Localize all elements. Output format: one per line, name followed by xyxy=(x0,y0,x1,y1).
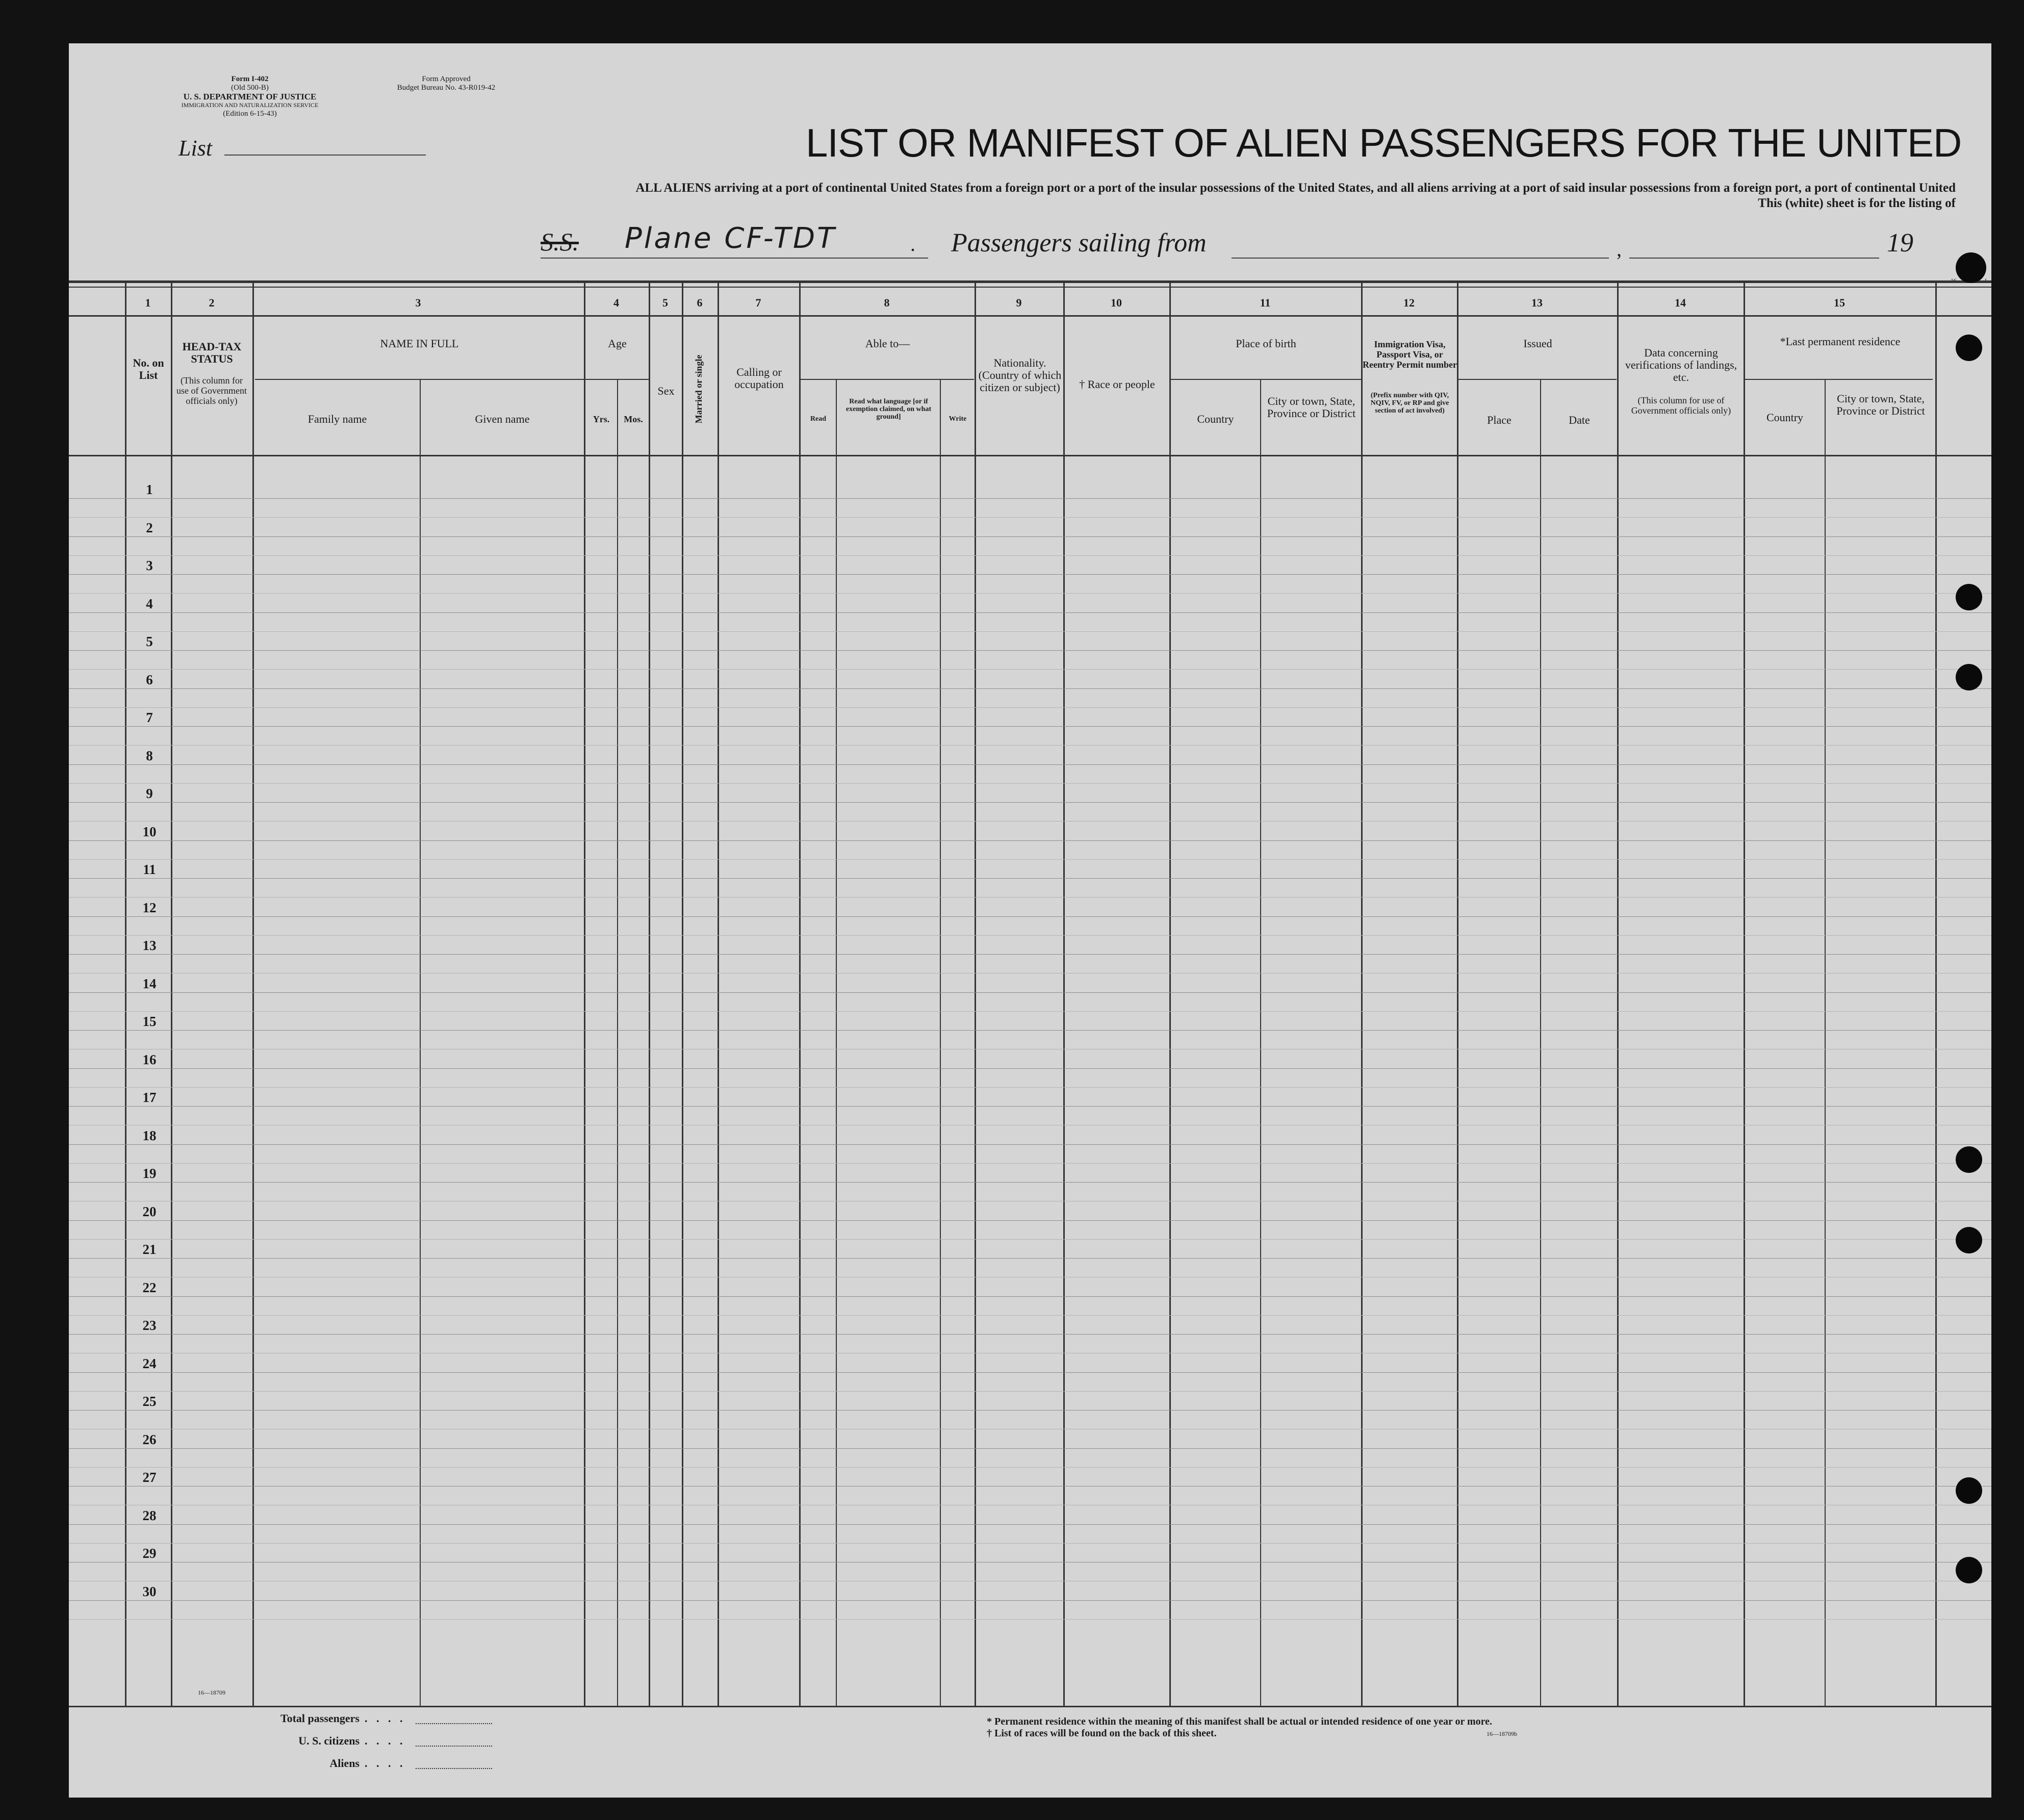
header-age-years: Yrs. xyxy=(593,414,610,424)
row-number: 22 xyxy=(142,1279,157,1295)
form-header xyxy=(135,75,365,118)
row-number: 11 xyxy=(143,862,156,877)
row-subline xyxy=(69,631,1991,632)
header-age: Age xyxy=(608,337,627,350)
header-nationality: Nationality. (Country of which citizen or subject) xyxy=(978,356,1062,394)
row-subline xyxy=(69,1543,1991,1544)
list-label: List xyxy=(178,136,213,161)
row-number: 26 xyxy=(142,1431,157,1447)
header-visa: Immigration Visa, Passport Visa, or Reentry Permit number xyxy=(1363,339,1457,370)
row-number: 24 xyxy=(142,1355,157,1371)
header-visa-note: (Prefix number with QIV, NQIV, FV, or RP and give section of act involved) xyxy=(1370,392,1449,415)
table-row[interactable] xyxy=(69,1106,1991,1107)
table-row[interactable] xyxy=(69,612,1991,613)
row-number: 2 xyxy=(146,520,153,535)
col-number-1: 1 xyxy=(145,296,151,309)
print-code-left: 16—18709 xyxy=(198,1689,225,1696)
header-given-name: Given name xyxy=(475,413,530,425)
row-subline xyxy=(69,897,1991,898)
total-passengers-field[interactable] xyxy=(416,1723,492,1724)
header-head-tax: HEAD-TAX STATUS xyxy=(182,340,242,365)
row-subline xyxy=(69,821,1991,822)
table-row[interactable] xyxy=(69,878,1991,879)
col-number-8: 8 xyxy=(884,296,890,309)
header-verifications: Data concerning verifications of landings, etc. xyxy=(1625,346,1737,383)
row-subline xyxy=(69,859,1991,860)
header-residence-country: Country xyxy=(1766,411,1804,424)
form-approved: Form Approved xyxy=(422,75,471,83)
row-subline xyxy=(69,1163,1991,1164)
header-last-residence: *Last permanent residence xyxy=(1780,335,1901,348)
print-code-footer: 16—18709b xyxy=(1487,1730,1517,1737)
passengers-sailing-label: Passengers sailing from xyxy=(951,228,1207,258)
field-comma: , xyxy=(1617,238,1622,261)
total-passengers-label: Total passengers xyxy=(280,1712,360,1725)
col-number-5: 5 xyxy=(662,296,668,309)
footnote-residence: * Permanent residence within the meaning of this manifest shall be actual or intended residence of one year or more. xyxy=(987,1716,1493,1727)
table-row[interactable] xyxy=(69,726,1991,727)
row-number: 30 xyxy=(142,1583,157,1599)
vessel-period: . xyxy=(910,233,915,255)
col-number-2: 2 xyxy=(209,296,215,309)
row-subline xyxy=(69,593,1991,594)
row-subline xyxy=(69,1087,1991,1088)
table-row[interactable] xyxy=(69,650,1991,651)
table-row[interactable] xyxy=(69,1372,1991,1373)
row-subline xyxy=(69,935,1991,936)
dots: . . . . xyxy=(365,1757,406,1770)
name-subheader-rule xyxy=(255,379,586,380)
col-number-9: 9 xyxy=(1016,296,1022,309)
row-number: 23 xyxy=(142,1318,157,1333)
binder-hole xyxy=(1956,1146,1982,1173)
row-number: 13 xyxy=(142,938,157,953)
table-row[interactable] xyxy=(69,992,1991,993)
header-write: Write xyxy=(949,415,967,423)
binder-hole xyxy=(1956,1557,1982,1583)
row-subline xyxy=(69,783,1991,784)
year-prefix: 19 xyxy=(1887,228,1913,258)
header-sex: Sex xyxy=(657,384,675,397)
header-issued-date: Date xyxy=(1569,414,1590,426)
port-of-departure-field[interactable] xyxy=(1232,258,1609,259)
row-number: 28 xyxy=(142,1507,157,1523)
page-title: LIST OR MANIFEST OF ALIEN PASSENGERS FOR THE UNITED xyxy=(806,120,1962,165)
row-number: 8 xyxy=(146,748,153,763)
manifest-sheet xyxy=(69,43,1991,1798)
col-number-15: 15 xyxy=(1834,296,1845,309)
binder-hole xyxy=(1956,1227,1982,1253)
col-number-7: 7 xyxy=(755,296,761,309)
header-race: † Race or people xyxy=(1079,378,1155,391)
table-row[interactable] xyxy=(69,688,1991,689)
row-subline xyxy=(69,1467,1991,1468)
manifest-table xyxy=(69,280,1991,1708)
header-issued-place: Place xyxy=(1487,414,1511,426)
birth-subheader-rule xyxy=(1170,379,1362,380)
residence-subheader-rule xyxy=(1744,379,1933,380)
dots: . . . . xyxy=(365,1712,406,1725)
row-number: 1 xyxy=(146,482,153,497)
row-number: 18 xyxy=(142,1127,157,1143)
list-number-field[interactable] xyxy=(224,155,426,156)
departure-date-field[interactable] xyxy=(1629,258,1879,259)
table-row[interactable] xyxy=(69,1030,1991,1031)
service-name: IMMIGRATION AND NATURALIZATION SERVICE xyxy=(181,101,319,109)
header-able-to: Able to— xyxy=(865,337,910,350)
header-married-or-single: Married or single xyxy=(694,354,704,424)
binder-hole xyxy=(1956,252,1986,283)
instructions-line-1: ALL ALIENS arriving at a port of continental United States from a foreign port or a port of the insular possessions of the United States, and all aliens arriving at a port of said insular possessions from a foreign port, a port of continental United xyxy=(635,181,1956,195)
col-number-14: 14 xyxy=(1675,296,1686,309)
table-row[interactable] xyxy=(69,802,1991,803)
us-citizens-label: U. S. citizens xyxy=(298,1734,360,1747)
table-row[interactable] xyxy=(69,1524,1991,1525)
col-number-10: 10 xyxy=(1111,296,1122,309)
row-number: 7 xyxy=(146,710,153,725)
row-number: 25 xyxy=(142,1394,157,1409)
dots: . . . . xyxy=(365,1734,406,1747)
table-top-rule xyxy=(69,280,1991,283)
table-row[interactable] xyxy=(69,1448,1991,1449)
aliens-label: Aliens xyxy=(329,1757,360,1770)
col-number-4: 4 xyxy=(613,296,619,309)
table-row[interactable] xyxy=(69,1182,1991,1183)
table-row[interactable] xyxy=(69,954,1991,955)
department-name: U. S. DEPARTMENT OF JUSTICE xyxy=(183,92,317,101)
binder-hole xyxy=(1956,1477,1982,1504)
row-number: 6 xyxy=(146,672,153,687)
col-number-11: 11 xyxy=(1260,296,1271,309)
col-number-6: 6 xyxy=(697,296,703,309)
row-subline xyxy=(69,745,1991,746)
table-row[interactable] xyxy=(69,1220,1991,1221)
col-number-3: 3 xyxy=(415,296,421,309)
row-number: 29 xyxy=(142,1546,157,1561)
row-subline xyxy=(69,1315,1991,1316)
table-row[interactable] xyxy=(69,1334,1991,1335)
header-name-in-full: NAME IN FULL xyxy=(380,337,459,350)
row-subline xyxy=(69,1391,1991,1392)
ss-prefix: S.S. xyxy=(541,227,579,256)
header-head-tax-note: (This column for use of Government officials only) xyxy=(176,375,247,406)
approval-block xyxy=(370,75,523,92)
header-no-on-list: No. on List xyxy=(133,356,164,381)
table-row[interactable] xyxy=(69,1600,1991,1601)
row-number: 20 xyxy=(142,1203,157,1219)
header-birth-city: City or town, State, Province or District xyxy=(1267,395,1356,420)
header-read: Read xyxy=(810,415,827,423)
binder-hole xyxy=(1956,584,1982,610)
aliens-field[interactable] xyxy=(416,1768,492,1769)
table-row[interactable] xyxy=(69,764,1991,765)
issued-subheader-rule xyxy=(1458,379,1617,380)
header-issued: Issued xyxy=(1523,337,1552,350)
budget-number: Budget Bureau No. 43-R019-42 xyxy=(397,84,496,92)
row-number: 9 xyxy=(146,786,153,801)
us-citizens-field[interactable] xyxy=(416,1746,492,1747)
row-number: 17 xyxy=(142,1090,157,1105)
column-number-rule xyxy=(69,315,1991,317)
row-subline xyxy=(69,1239,1991,1240)
instructions-line-2: This (white) sheet is for the listing of xyxy=(1758,196,1956,210)
vessel-name-handwritten: Plane CF-TDT xyxy=(625,222,837,255)
form-number: Form I-402 xyxy=(231,75,269,83)
table-row[interactable] xyxy=(69,536,1991,537)
row-number: 15 xyxy=(142,1014,157,1029)
row-number: 27 xyxy=(142,1470,157,1485)
col-number-13: 13 xyxy=(1531,296,1543,309)
row-number: 19 xyxy=(142,1166,157,1181)
header-family-name: Family name xyxy=(308,413,367,425)
row-number: 3 xyxy=(146,558,153,573)
row-subline xyxy=(69,1011,1991,1012)
manifest-rows xyxy=(69,456,1991,1706)
table-row[interactable] xyxy=(69,1296,1991,1297)
header-read-language: Read what language [or if exemption claimed, on what ground] xyxy=(846,398,932,421)
table-row[interactable] xyxy=(69,1144,1991,1145)
row-subline xyxy=(69,707,1991,708)
binder-hole xyxy=(1956,664,1982,690)
row-number: 4 xyxy=(146,596,153,611)
table-row[interactable] xyxy=(69,916,1991,917)
row-subline xyxy=(69,1619,1991,1620)
age-subheader-rule xyxy=(586,379,650,380)
row-number: 21 xyxy=(142,1242,157,1257)
table-row[interactable] xyxy=(69,840,1991,841)
header-verifications-note: (This column for use of Government officials only) xyxy=(1631,395,1731,416)
header-calling: Calling or occupation xyxy=(734,366,784,391)
header-age-months: Mos. xyxy=(624,414,643,424)
row-number: 5 xyxy=(146,634,153,649)
binder-hole xyxy=(1956,335,1982,361)
table-bottom-rule xyxy=(69,1706,1991,1707)
table-row[interactable] xyxy=(69,1410,1991,1411)
header-residence-city: City or town, State, Province or District xyxy=(1836,392,1925,417)
row-number: 10 xyxy=(142,824,157,839)
row-number: 12 xyxy=(142,900,157,915)
col-number-12: 12 xyxy=(1403,296,1415,309)
table-top-rule-2 xyxy=(69,287,1991,288)
header-place-of-birth: Place of birth xyxy=(1236,337,1296,350)
row-subline xyxy=(69,517,1991,518)
row-number: 14 xyxy=(142,976,157,991)
table-row[interactable] xyxy=(69,498,1991,499)
table-row[interactable] xyxy=(69,1068,1991,1069)
row-subline xyxy=(69,555,1991,556)
footnote-races: † List of races will be found on the back of this sheet. xyxy=(987,1728,1217,1739)
row-subline xyxy=(69,669,1991,670)
able-subheader-rule xyxy=(801,379,974,380)
table-row[interactable] xyxy=(69,574,1991,575)
old-form-number: (Old 500-B) xyxy=(231,84,269,92)
header-birth-country: Country xyxy=(1197,413,1234,425)
row-number: 16 xyxy=(142,1052,157,1067)
table-row[interactable] xyxy=(69,1258,1991,1259)
edition: (Edition 6-15-43) xyxy=(223,110,277,118)
vessel-name-field[interactable] xyxy=(541,258,928,259)
